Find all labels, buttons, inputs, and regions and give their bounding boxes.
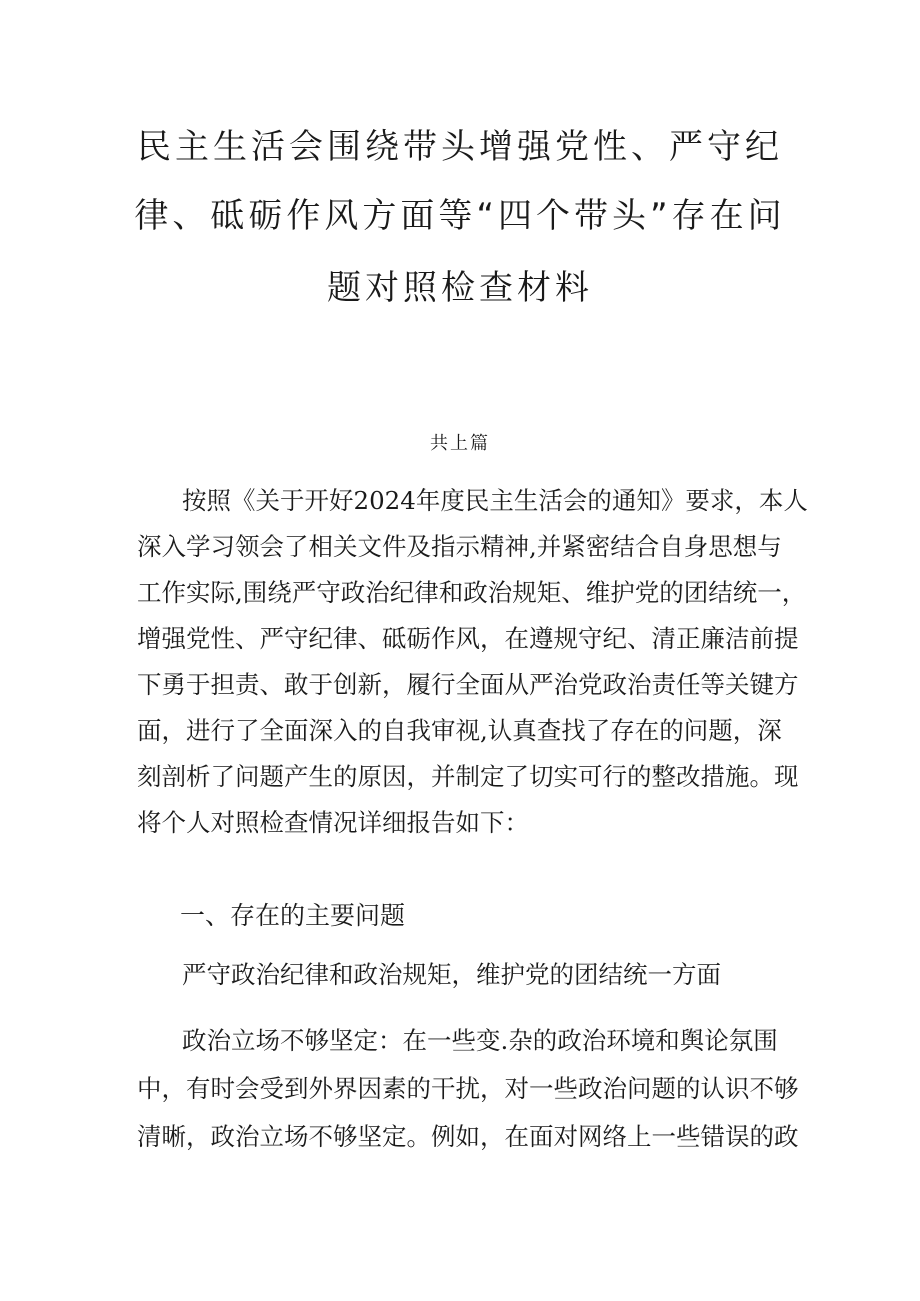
intro-paragraph-line: 按照《关于开好2024年度民主生活会的通知》要求，本人 — [182, 486, 808, 515]
intro-paragraph-line: 深入学习领会了相关文件及指示精神,并紧密结合自身思想与 — [137, 532, 782, 561]
intro-paragraph-line: 刻剖析了问题产生的原因，并制定了切实可行的整改措施。现 — [137, 762, 799, 791]
intro-paragraph-line: 增强党性、严守纪律、砥砺作风，在遵规守纪、清正廉洁前提 — [137, 624, 799, 653]
document-title-line-2: 律、砥砺作风方面等“四个带头”存在问 — [134, 196, 786, 236]
body-paragraph-line: 政治立场不够坚定：在一些变.杂的政治环境和舆论氛围 — [182, 1026, 778, 1055]
body-paragraph-line: 中，有时会受到外界因素的干扰，对一些政治问题的认识不够 — [137, 1074, 799, 1103]
section-heading: 一、存在的主要问题 — [180, 901, 406, 930]
intro-paragraph-line: 工作实际,围绕严守政治纪律和政治规矩、维护党的团结统一， — [137, 578, 807, 607]
subsection-heading: 严守政治纪律和政治规矩，维护党的团结统一方面 — [182, 960, 721, 989]
document-title-line-3: 题对照检查材料 — [327, 268, 593, 308]
part-label: 共上篇 — [430, 433, 490, 454]
intro-paragraph-line: 面，进行了全面深入的自我审视,认真查找了存在的问题，深 — [137, 716, 782, 745]
document-title-line-1: 民主生活会围绕带头增强党性、严守纪 — [137, 127, 783, 167]
intro-paragraph-line: 将个人对照检查情况详细报告如下： — [137, 808, 529, 837]
body-paragraph-line: 清晰，政治立场不够坚定。例如，在面对网络上一些错误的政 — [137, 1122, 799, 1151]
intro-paragraph-line: 下勇于担责、敢于创新，履行全面从严治党政治责任等关键方 — [137, 670, 799, 699]
